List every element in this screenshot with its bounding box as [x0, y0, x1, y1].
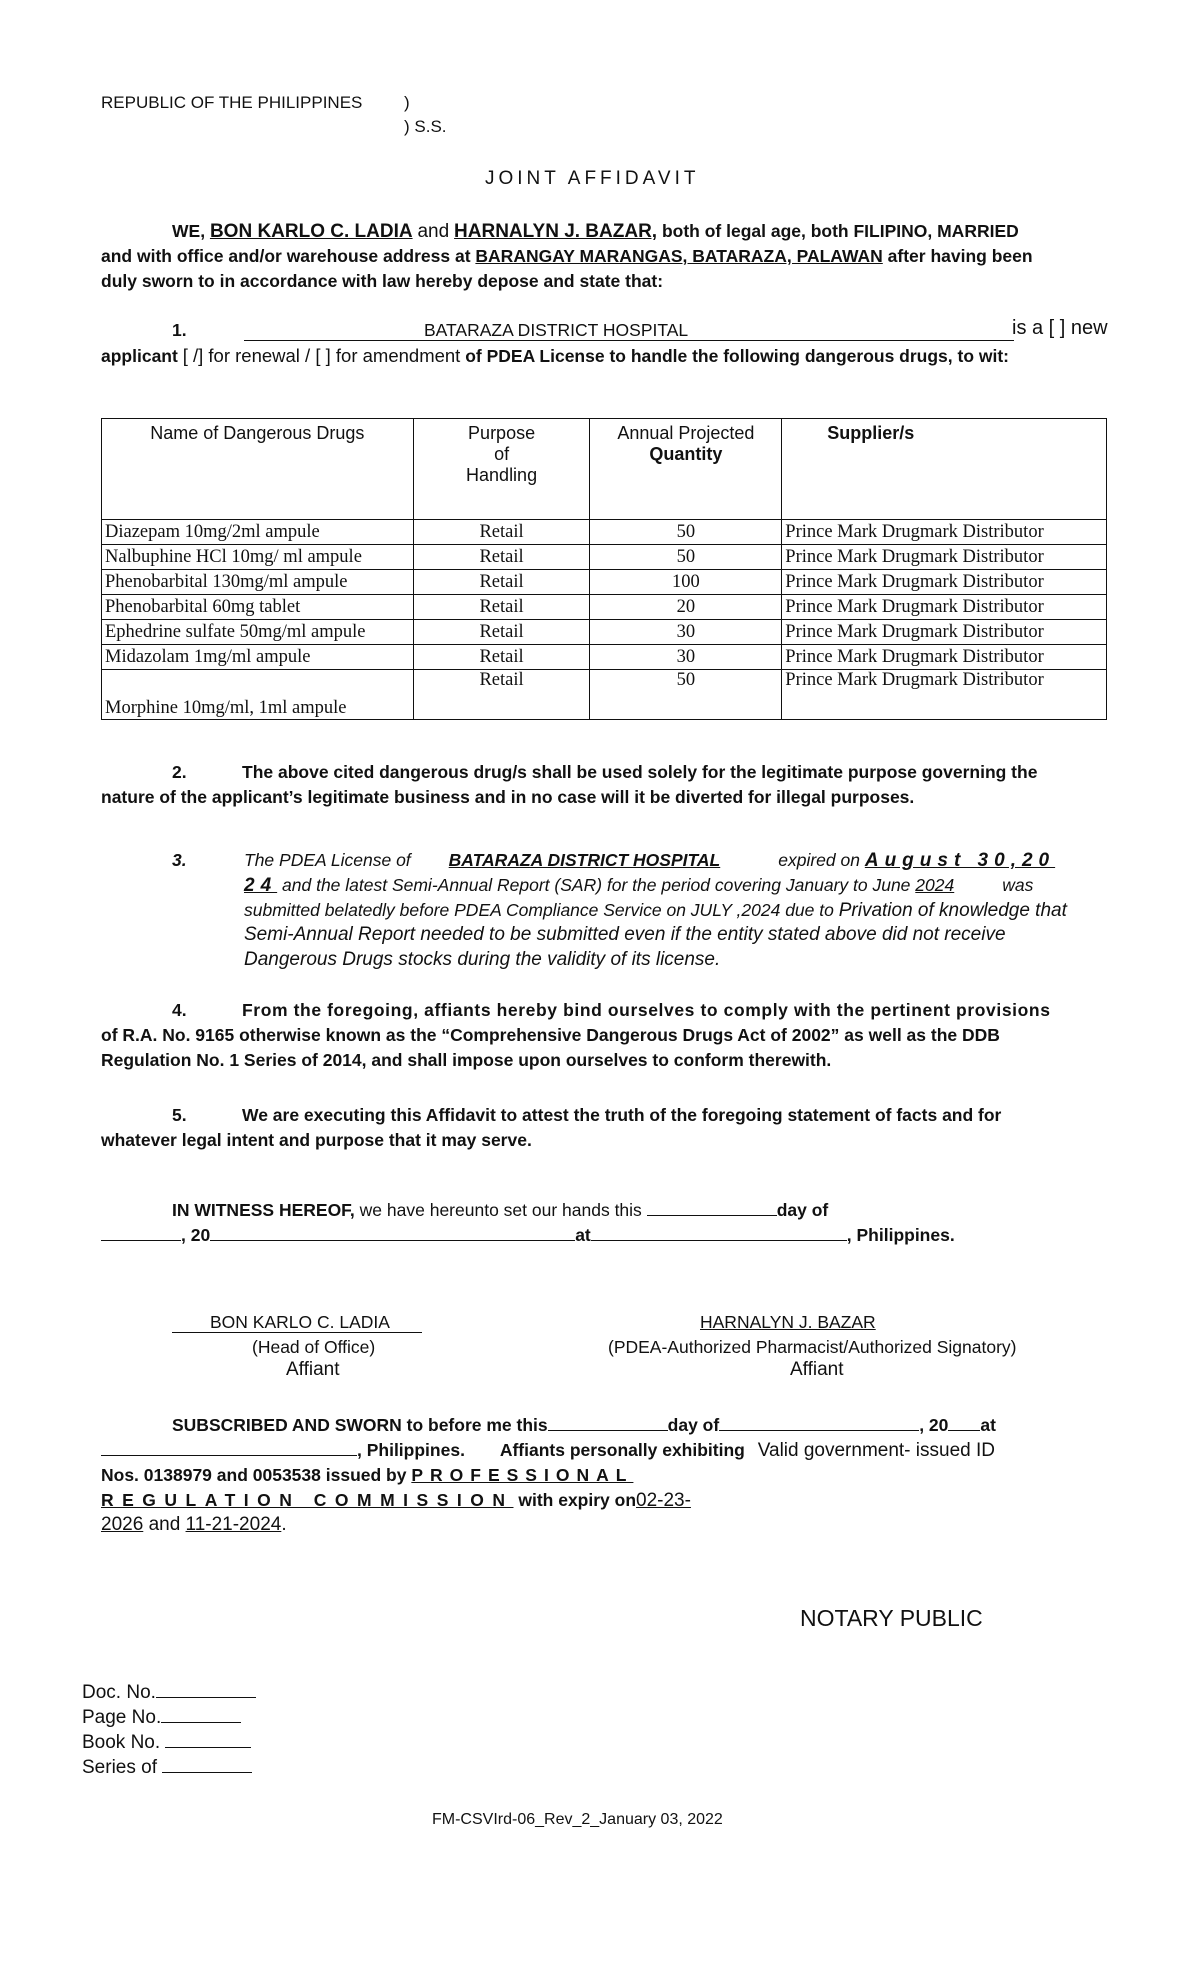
supplier-cell: Prince Mark Drugmark Distributor	[782, 595, 1107, 620]
header-drug: Name of Dangerous Drugs	[102, 419, 414, 520]
jurat-line5: 2026 and 11-21-2024.	[101, 1514, 287, 1535]
jurat-line3: Nos. 0138979 and 0053538 issued by PROFESSIONAL	[101, 1463, 647, 1488]
affiant2-name: HARNALYN J. BAZAR,	[454, 221, 658, 242]
signatory2-name: HARNALYN J. BAZAR	[700, 1312, 876, 1332]
supplier-cell: Prince Mark Drugmark Distributor	[782, 545, 1107, 570]
jurat-line4: REGULATION COMMISSION with expiry on02-23-	[101, 1490, 691, 1511]
header-supplier: Supplier/s	[782, 419, 1107, 520]
expiry-date-2: 24	[244, 875, 278, 896]
drugs-table	[101, 418, 1107, 720]
drug-cell: Midazolam 1mg/ml ampule	[102, 645, 414, 670]
supplier-cell: Prince Mark Drugmark Distributor	[782, 670, 1107, 720]
supplier-cell: Prince Mark Drugmark Distributor	[782, 570, 1107, 595]
purpose-cell: Retail	[413, 545, 590, 570]
drug-cell: Phenobarbital 130mg/ml ampule	[102, 570, 414, 595]
supplier-cell: Prince Mark Drugmark Distributor	[782, 645, 1107, 670]
qty-cell: 50	[590, 670, 782, 720]
qty-cell: 30	[590, 620, 782, 645]
witness-line1: IN WITNESS HEREOF, we have hereunto set our hands this day of	[172, 1200, 829, 1220]
paren-text: )	[404, 93, 410, 112]
table-row	[102, 620, 1107, 645]
signatory2-label: Affiant	[790, 1359, 844, 1380]
drug-cell: Diazepam 10mg/2ml ampule	[102, 520, 414, 545]
notary-public: NOTARY PUBLIC	[800, 1605, 983, 1631]
signatory1-role: (Head of Office)	[252, 1337, 376, 1357]
item2-number: 2.	[172, 762, 187, 782]
republic-text: REPUBLIC OF THE PHILIPPINES	[101, 93, 363, 112]
table-row	[102, 595, 1107, 620]
issuer-line1: PROFESSIONAL	[411, 1465, 634, 1485]
signatory2-role: (PDEA-Authorized Pharmacist/Authorized Signatory)	[608, 1337, 1017, 1357]
signatory1-name: BON KARLO C. LADIA	[210, 1312, 390, 1332]
item3-line3: submitted belatedly before PDEA Compliance Service on JULY ,2024 due to Privation of knowledge that	[244, 900, 1067, 921]
header-purpose: Purpose of Handling	[413, 419, 590, 520]
qty-cell: 20	[590, 595, 782, 620]
doc-info: Doc. No. Page No. Book No. Series of	[82, 1680, 256, 1780]
issuer-line2: REGULATION COMMISSION	[101, 1490, 514, 1510]
item3-line4: Semi-Annual Report needed to be submitted even if the entity stated above did not receive	[244, 924, 1006, 945]
qty-cell: 50	[590, 545, 782, 570]
qty-cell: 100	[590, 570, 782, 595]
drug-cell: Nalbuphine HCl 10mg/ ml ampule	[102, 545, 414, 570]
purpose-cell: Retail	[413, 620, 590, 645]
table-row	[102, 645, 1107, 670]
table-row	[102, 520, 1107, 545]
intro-line3: duly sworn to in accordance with law hereby depose and state that:	[101, 271, 664, 291]
item3-line1: The PDEA License of BATARAZA DISTRICT HOSPITAL expired on August 30,20	[244, 850, 1056, 871]
item3-line2: 24 and the latest Semi-Annual Report (SAR) for the period covering January to June 2024 was	[244, 875, 1034, 896]
item1-number: 1.	[172, 320, 187, 340]
item4-line3: Regulation No. 1 Series of 2014, and shall impose upon ourselves to conform therewith.	[101, 1050, 832, 1070]
signatory1-label: Affiant	[286, 1359, 340, 1380]
intro-line2: and with office and/or warehouse address at BARANGAY MARANGAS, BATARAZA, PALAWAN after having been	[101, 246, 1033, 266]
supplier-cell: Prince Mark Drugmark Distributor	[782, 520, 1107, 545]
intro-line1: WE, BON KARLO C. LADIA and HARNALYN J. BAZAR, both of legal age, both FILIPINO, MARRIED	[172, 221, 1019, 242]
item1-line2: applicant [ /] for renewal / [ ] for amendment of PDEA License to handle the following dangerous drugs, to wit:	[101, 345, 1010, 366]
item3-number: 3.	[172, 850, 187, 870]
item1-is-a: is a [ ] new	[1012, 317, 1108, 339]
table-row	[102, 545, 1107, 570]
purpose-cell: Retail	[413, 595, 590, 620]
form-code-footer: FM-CSVIrd-06_Rev_2_January 03, 2022	[432, 1811, 723, 1828]
item3-entity: BATARAZA DISTRICT HOSPITAL	[448, 850, 721, 870]
page-title: JOINT AFFIDAVIT	[485, 168, 700, 189]
item5-number: 5.	[172, 1105, 187, 1125]
item5-line1: We are executing this Affidavit to attest the truth of the foregoing statement of facts and for	[242, 1105, 1002, 1125]
expiry-date-b: 11-21-2024	[185, 1514, 282, 1535]
address-text: BARANGAY MARANGAS, BATARAZA, PALAWAN	[475, 246, 883, 266]
purpose-cell: Retail	[413, 520, 590, 545]
jurat-line2: , Philippines. Affiants personally exhibiting Valid government- issued ID	[101, 1438, 995, 1463]
sar-year: 2024	[915, 875, 955, 895]
table-header-row	[102, 419, 1107, 520]
expiry-date-a: 02-23-	[636, 1490, 691, 1511]
table-row	[102, 570, 1107, 595]
item3-line5: Dangerous Drugs stocks during the validity of its license.	[244, 949, 721, 970]
supplier-cell: Prince Mark Drugmark Distributor	[782, 620, 1107, 645]
ss-text: ) S.S.	[404, 117, 447, 136]
item4-line2: of R.A. No. 9165 otherwise known as the “Comprehensive Dangerous Drugs Act of 2002” as well as the DDB	[101, 1025, 1000, 1045]
item5-line2: whatever legal intent and purpose that it may serve.	[101, 1130, 532, 1150]
qty-cell: 50	[590, 520, 782, 545]
witness-line2: , 20 at , Philippines.	[101, 1223, 955, 1248]
header-qty: Annual Projected Quantity	[590, 419, 782, 520]
item2-line1: The above cited dangerous drug/s shall be used solely for the legitimate purpose governing the	[242, 762, 1038, 782]
drug-cell: Ephedrine sulfate 50mg/ml ampule	[102, 620, 414, 645]
purpose-cell: Retail	[413, 570, 590, 595]
item2-line2: nature of the applicant’s legitimate business and in no case will it be diverted for illegal purposes.	[101, 787, 915, 807]
jurat-line1: SUBSCRIBED AND SWORN to before me this day of , 20 at	[172, 1415, 996, 1435]
purpose-cell: Retail	[413, 670, 590, 720]
drug-cell: Phenobarbital 60mg tablet	[102, 595, 414, 620]
item4-number: 4.	[172, 1000, 187, 1020]
expiry-date-1: August 30,20	[864, 850, 1056, 871]
qty-cell: 30	[590, 645, 782, 670]
item4-line1: From the foregoing, affiants hereby bind ourselves to comply with the pertinent provisions	[242, 1000, 1051, 1020]
purpose-cell: Retail	[413, 645, 590, 670]
item1-entity: BATARAZA DISTRICT HOSPITAL	[424, 320, 689, 340]
table-row	[102, 670, 1107, 720]
affiant1-name: BON KARLO C. LADIA	[209, 221, 413, 242]
drug-cell: Morphine 10mg/ml, 1ml ampule	[102, 670, 414, 720]
